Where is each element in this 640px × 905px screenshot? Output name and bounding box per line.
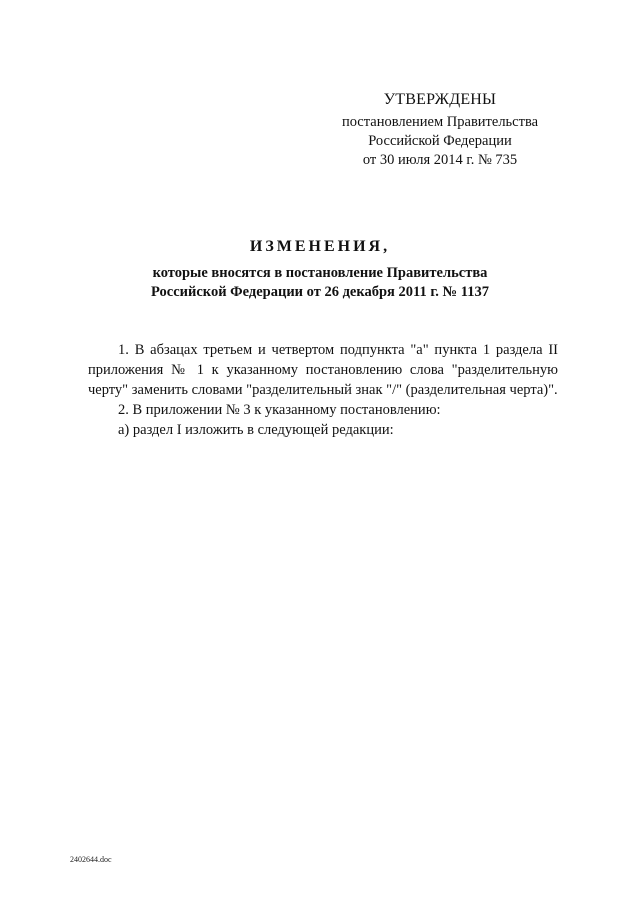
approval-line-2: Российской Федерации bbox=[368, 133, 512, 149]
subtitle-line-1: которые вносятся в постановление Правительства bbox=[152, 265, 488, 281]
document-body bbox=[88, 340, 558, 440]
subtitle-line-2: Российской Федерации от 26 декабря 2011 г. № 1137 bbox=[151, 284, 489, 300]
paragraph-2: 2. В приложении № 3 к указанному постановлению: bbox=[118, 402, 441, 418]
approval-line-3: от 30 июля 2014 г. № 735 bbox=[362, 152, 518, 168]
document-title: ИЗМЕНЕНИЯ, bbox=[249, 238, 391, 255]
document-subtitle bbox=[80, 264, 560, 302]
approved-heading: УТВЕРЖДЕНЫ bbox=[383, 91, 497, 108]
file-name-footer: 2402644.doc bbox=[70, 855, 112, 864]
approval-line-1: постановлением Правительства bbox=[341, 114, 539, 130]
approval-block bbox=[330, 90, 550, 170]
paragraph-3: а) раздел I изложить в следующей редакции: bbox=[118, 422, 394, 438]
paragraph-1: 1. В абзацах третьем и четвертом подпункта "а" пункта 1 раздела II приложения № 1 к указанному постановлению слова "разделительную черту" заменить словами "разделительный знак "/" (разделительная черта)". bbox=[88, 342, 558, 398]
